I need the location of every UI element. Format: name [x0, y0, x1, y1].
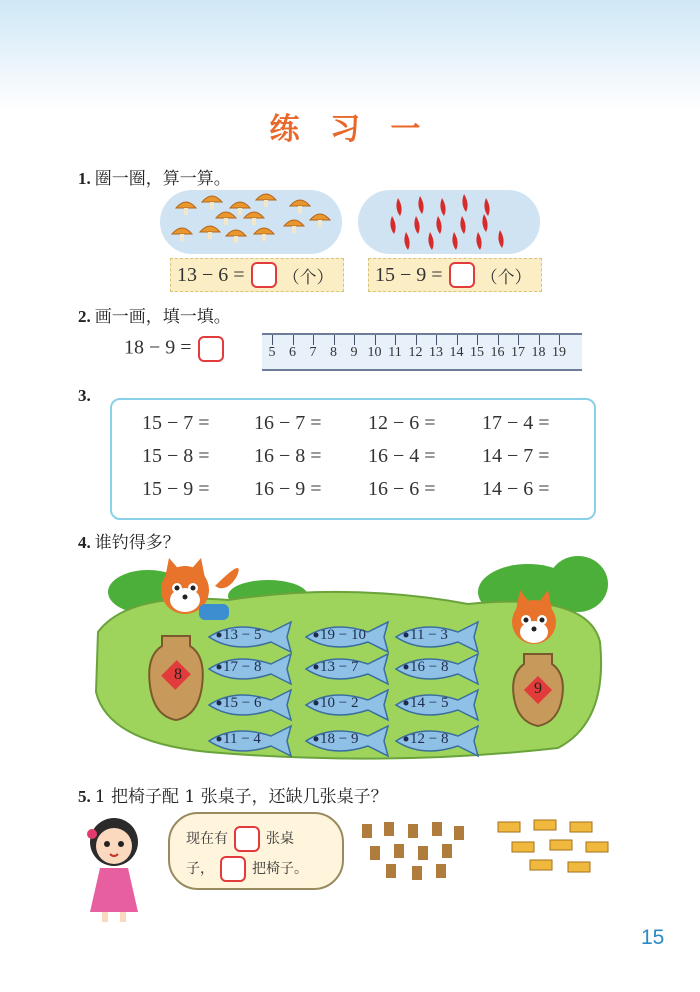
answer-box[interactable] — [449, 262, 475, 288]
bubble-text-d: 把椅子。 — [252, 861, 308, 877]
ruler-number: 9 — [350, 345, 358, 360]
equation-15-9: 15 − 9 = — [375, 263, 443, 286]
fish[interactable] — [302, 620, 390, 654]
question-2-text: 画一画，填一填。 — [94, 307, 231, 327]
ruler-number: 19 — [552, 345, 566, 360]
q3-item: 15 − 7 = — [142, 412, 210, 434]
q3-item: 16 − 6 = — [368, 478, 436, 500]
fish[interactable] — [205, 724, 293, 758]
ruler-number: 6 — [289, 345, 296, 360]
q3-item: 17 − 4 = — [482, 412, 550, 434]
q3-item: 14 − 6 = — [482, 478, 550, 500]
ruler-number: 16 — [490, 345, 505, 360]
ruler-tick — [477, 335, 478, 345]
number-line-ruler — [262, 333, 582, 371]
fish-label: 17 − 8 — [223, 659, 262, 675]
ruler-number: 5 — [268, 345, 276, 360]
ruler-tick — [539, 335, 540, 345]
ruler-number: 17 — [511, 345, 525, 360]
equation-13-6: 13 − 6 = — [177, 263, 245, 286]
jar-right-number: 9 — [534, 680, 542, 697]
bubble-text-c: 子， — [186, 861, 214, 877]
pepper-cloud — [358, 190, 540, 254]
fish-label: 13 − 5 — [223, 627, 262, 643]
ruler-tick — [334, 335, 335, 345]
ruler-tick — [416, 335, 417, 345]
ruler-number: 7 — [309, 345, 317, 360]
fox-left-illustration — [155, 556, 251, 628]
fish[interactable] — [392, 724, 480, 758]
ruler-number: 10 — [367, 345, 382, 360]
girl-illustration — [80, 812, 160, 924]
answer-box[interactable] — [198, 336, 224, 362]
q3-item: 16 − 4 = — [368, 445, 436, 467]
fish-label: 16 − 8 — [410, 659, 449, 675]
ruler-tick — [559, 335, 560, 345]
ruler-number: 12 — [408, 345, 423, 360]
fish-label: 11 − 3 — [410, 627, 448, 643]
q3-item: 16 − 9 = — [254, 478, 322, 500]
fish-label: 14 − 5 — [410, 695, 449, 711]
ruler-number: 14 — [449, 345, 464, 360]
question-2-equation — [124, 336, 230, 362]
fish[interactable] — [205, 652, 293, 686]
fish-label: 11 − 4 — [223, 731, 261, 747]
fish[interactable] — [302, 724, 390, 758]
fish-label: 18 − 9 — [320, 731, 359, 747]
answer-box[interactable] — [234, 826, 260, 852]
question-1-equation-left — [170, 258, 344, 292]
ruler-tick — [293, 335, 294, 345]
question-4-text: 谁钓得多？ — [94, 533, 180, 553]
fish-label: 13 − 7 — [320, 659, 359, 675]
unit-ge: （个） — [282, 267, 334, 288]
ruler-number: 11 — [388, 345, 402, 360]
question-5-text: 1 把椅子配 1 张桌子，还缺几张桌子？ — [94, 787, 388, 807]
equation-18-9: 18 − 9 = — [124, 336, 192, 359]
ruler-number: 8 — [330, 345, 337, 360]
ruler-tick — [436, 335, 437, 345]
mushroom-cloud — [160, 190, 342, 254]
q3-item: 16 − 7 = — [254, 412, 322, 434]
desks-illustration — [490, 816, 614, 882]
jar-left-number: 8 — [174, 666, 182, 683]
answer-box[interactable] — [220, 856, 246, 882]
question-5-label — [78, 782, 388, 807]
bubble-line-2 — [186, 856, 308, 882]
q3-item: 15 − 8 = — [142, 445, 210, 467]
fish-label: 15 − 6 — [223, 695, 262, 711]
ruler-tick — [498, 335, 499, 345]
question-3-label — [78, 386, 95, 406]
bubble-text-b: 张桌 — [266, 831, 294, 847]
fish[interactable] — [392, 652, 480, 686]
fish[interactable] — [302, 688, 390, 722]
q3-item: 16 − 8 = — [254, 445, 322, 467]
ruler-tick — [313, 335, 314, 345]
page-title: 练 习 一 — [269, 112, 431, 147]
ruler-tick — [375, 335, 376, 345]
ruler-tick — [518, 335, 519, 345]
fish-label: 19 − 10 — [320, 627, 366, 643]
q3-item: 12 − 6 = — [368, 412, 436, 434]
page-number: 15 — [641, 926, 665, 949]
q3-item: 14 − 7 = — [482, 445, 550, 467]
fish[interactable] — [302, 652, 390, 686]
bubble-line-1 — [186, 826, 294, 852]
ruler-tick — [354, 335, 355, 345]
unit-ge: （个） — [480, 267, 532, 288]
peppers-illustration — [358, 190, 540, 254]
ruler-number: 13 — [429, 345, 443, 360]
question-1-equation-right — [368, 258, 542, 292]
ruler-tick — [395, 335, 396, 345]
question-3-number: 3. — [78, 386, 91, 405]
q3-item: 15 − 9 = — [142, 478, 210, 500]
ruler-tick — [457, 335, 458, 345]
question-1-number: 1. — [78, 169, 91, 188]
fish[interactable] — [205, 620, 293, 654]
mushrooms-illustration — [160, 190, 342, 254]
fish-label: 10 − 2 — [320, 695, 359, 711]
fox-right-illustration — [500, 588, 570, 652]
ruler-number: 18 — [531, 345, 546, 360]
question-4-label — [78, 528, 180, 553]
fish[interactable] — [392, 688, 480, 722]
fish[interactable] — [392, 620, 480, 654]
question-2-number: 2. — [78, 307, 91, 326]
fish[interactable] — [205, 688, 293, 722]
answer-box[interactable] — [251, 262, 277, 288]
chairs-illustration — [356, 818, 472, 886]
question-1-text: 圈一圈，算一算。 — [94, 169, 231, 189]
question-4-number: 4. — [78, 533, 91, 552]
question-2-label — [78, 302, 231, 327]
fish-label: 12 − 8 — [410, 731, 449, 747]
top-gradient-band — [0, 0, 700, 110]
ruler-number: 15 — [470, 345, 484, 360]
question-3-grid — [142, 412, 582, 501]
question-1-label — [78, 164, 231, 189]
question-5-number: 5. — [78, 787, 91, 806]
bubble-text-a: 现在有 — [186, 831, 228, 847]
ruler-tick — [272, 335, 273, 345]
